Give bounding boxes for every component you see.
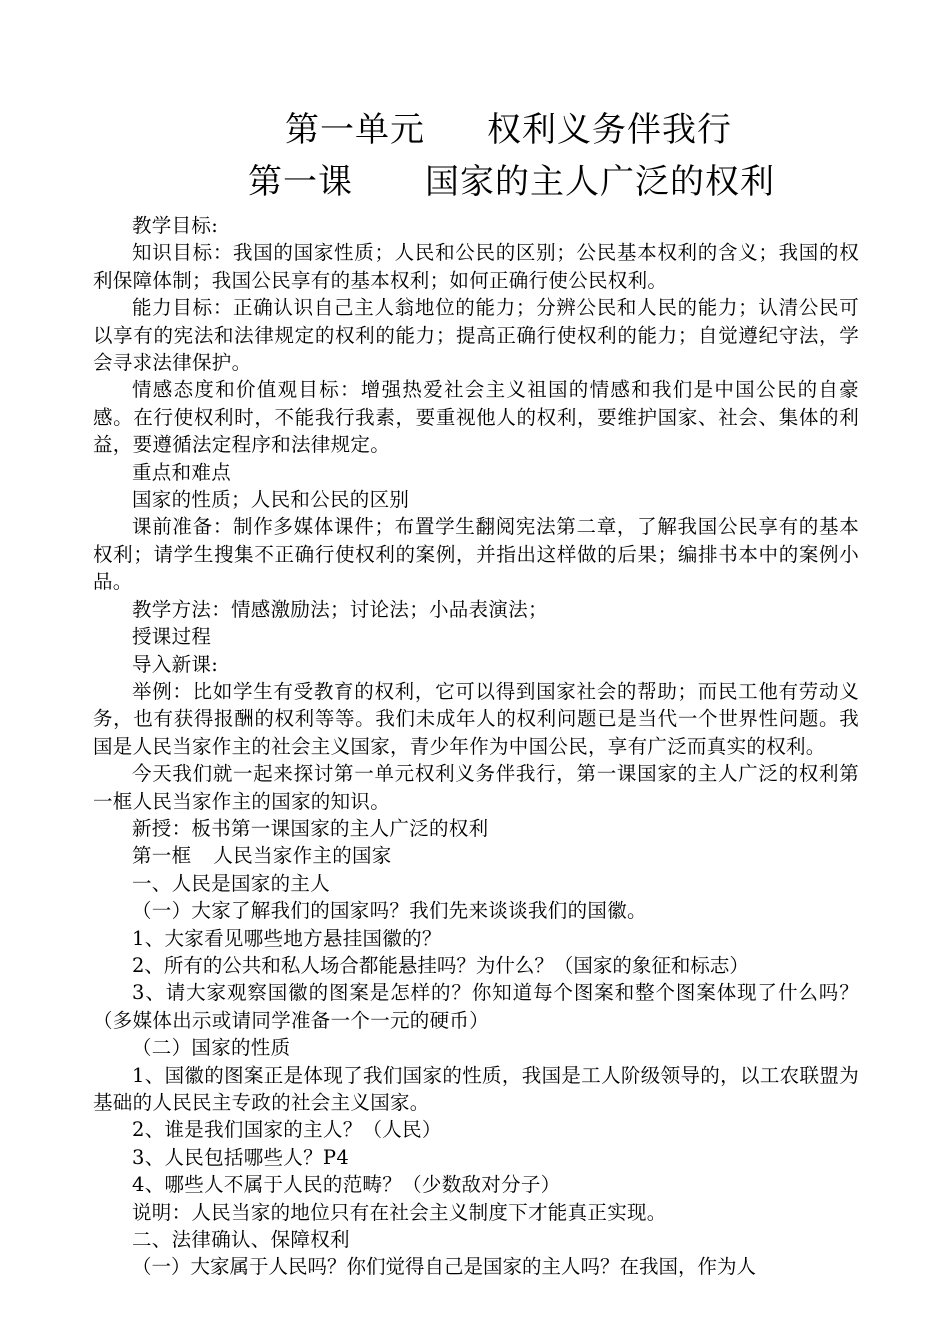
- paragraph: 1、国徽的图案正是体现了我们国家的性质，我国是工人阶级领导的，以工农联盟为基础的人民民主专政的社会主义国家。: [93, 1063, 859, 1114]
- paragraph: 3、请大家观察国徽的图案是怎样的？你知道每个图案和整个图案体现了什么吗？（多媒体出示或请同学准备一个一元的硬币）: [93, 981, 859, 1032]
- paragraph: 导入新课:: [132, 652, 219, 676]
- paragraph: 1、大家看见哪些地方悬挂国徽的？: [132, 926, 442, 950]
- unit-title: 权利义务伴我行: [487, 110, 732, 150]
- paragraph: 课前准备：制作多媒体课件；布置学生翻阅宪法第二章，了解我国公民享有的基本权利；请学生搜集不正确行使权利的案例，并指出这样做的后果；编排书本中的案例小品。: [93, 515, 859, 594]
- lesson-label: 第一课: [248, 162, 353, 202]
- paragraph: 今天我们就一起来探讨第一单元权利义务伴我行，第一课国家的主人广泛的权利第一框人民当家作主的国家的知识。: [93, 762, 859, 813]
- frame-label: 第一框: [132, 844, 192, 868]
- paragraph: 新授：板书第一课国家的主人广泛的权利: [132, 816, 489, 840]
- paragraph: 二、法律确认、保障权利: [132, 1228, 350, 1252]
- paragraph: 4、哪些人不属于人民的范畴？（少数敌对分子）: [132, 1173, 561, 1197]
- paragraph: 能力目标：正确认识自己主人翁地位的能力；分辨公民和人民的能力；认清公民可以享有的宪法和法律规定的权利的能力；提高正确行使权利的能力；自觉遵纪守法，学会寻求法律保护。: [93, 296, 859, 375]
- document-body: [93, 212, 859, 1281]
- paragraph: 3、人民包括哪些人？P4: [132, 1145, 350, 1169]
- paragraph: 2、谁是我们国家的主人？（人民）: [132, 1118, 442, 1142]
- paragraph: 说明：人民当家的地位只有在社会主义制度下才能真正实现。: [132, 1200, 667, 1224]
- paragraph: （一）大家了解我们的国家吗？我们先来谈谈我们的国徽。: [132, 899, 647, 923]
- frame-title: 人民当家作主的国家: [213, 844, 392, 868]
- paragraph: 情感态度和价值观目标：增强热爱社会主义祖国的情感和我们是中国公民的自豪感。在行使权利时，不能我行我素，要重视他人的权利，要维护国家、社会、集体的利益，要遵循法定程序和法律规定。: [93, 378, 859, 457]
- lesson-heading: [93, 156, 859, 208]
- lesson-title: 国家的主人广泛的权利: [425, 162, 775, 202]
- frame-heading: [93, 842, 859, 869]
- paragraph: 一、人民是国家的主人: [132, 871, 331, 895]
- paragraph: 知识目标：我国的国家性质；人民和公民的区别；公民基本权利的含义；我国的权利保障体制；我国公民享有的基本权利；如何正确行使公民权利。: [93, 241, 859, 292]
- paragraph: 举例：比如学生有受教育的权利，它可以得到国家社会的帮助；而民工他有劳动义务，也有获得报酬的权利等等。我们未成年人的权利问题已是当代一个世界性问题。我国是人民当家作主的社会主义国家，青少年作为中国公民，享有广泛而真实的权利。: [93, 679, 859, 758]
- paragraph: 国家的性质；人民和公民的区别: [132, 488, 410, 512]
- paragraph: 教学方法：情感激励法；讨论法；小品表演法；: [132, 597, 548, 621]
- paragraph: 2、所有的公共和私人场合都能悬挂吗？为什么？（国家的象征和标志）: [132, 953, 749, 977]
- unit-heading: [93, 104, 859, 156]
- document-page: [93, 104, 859, 1281]
- paragraph: （二）国家的性质: [132, 1036, 291, 1060]
- paragraph: 教学目标:: [132, 214, 219, 237]
- unit-label: 第一单元: [285, 110, 425, 150]
- paragraph: 授课过程: [132, 625, 212, 649]
- paragraph: 重点和难点: [132, 460, 232, 484]
- paragraph: （一）大家属于人民吗？你们觉得自己是国家的主人吗？在我国，作为人: [132, 1255, 757, 1279]
